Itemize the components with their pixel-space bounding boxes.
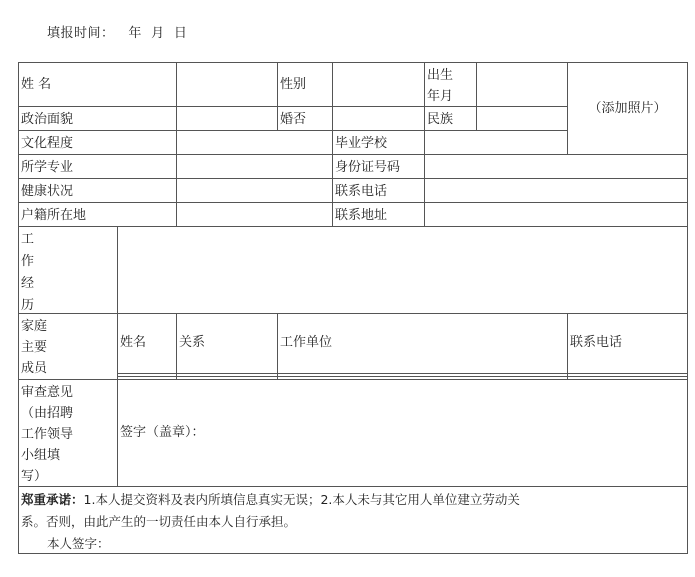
political-label: 政治面貌 [19,107,177,131]
family-col-relation: 关系 [177,314,278,380]
political-field[interactable] [177,107,278,131]
registration-form [18,62,688,554]
family-row-divider [118,376,688,377]
health-label: 健康状况 [19,179,177,203]
photo-placeholder[interactable]: （添加照片） [568,63,687,155]
pledge-line-2: 系。否则，由此产生的一切责任由本人自行承担。 [21,514,297,529]
address-label: 联系地址 [333,203,425,227]
family-label: 家庭 主要 成员 [19,314,118,380]
birth-field[interactable] [477,63,568,107]
name-label: 姓 名 [19,63,177,107]
education-field[interactable] [177,131,333,155]
family-col-workplace: 工作单位 [278,314,568,380]
major-field[interactable] [177,155,333,179]
work-history-field[interactable] [118,227,687,314]
marital-field[interactable] [333,107,425,131]
health-field[interactable] [177,179,333,203]
pledge-title: 郑重承诺： [21,492,84,507]
report-time: 填报时间： 年 月 日 [47,26,188,41]
work-history-label: 工 作 经 历 [19,227,118,314]
phone-label: 联系电话 [333,179,425,203]
gender-field[interactable] [333,63,425,107]
pledge-signature[interactable]: 本人签字： [47,536,110,551]
gender-label: 性别 [278,63,333,107]
family-col-phone: 联系电话 [570,335,623,350]
signature-seal-label: 签字（盖章）： [120,425,205,440]
pledge-section [19,487,687,553]
ethnicity-field[interactable] [477,107,568,131]
phone-field[interactable] [425,179,687,203]
education-label: 文化程度 [19,131,177,155]
name-field[interactable] [177,63,278,107]
marital-label: 婚否 [278,107,333,131]
family-row-divider [118,373,688,374]
major-label: 所学专业 [19,155,177,179]
birth-label: 出生 年月 [425,63,477,107]
review-label: 审查意见 （由招聘 工作领导 小组填 写） [19,380,118,487]
pledge-line-1: 1.本人提交资料及表内所填信息真实无误；2.本人未与其它用人单位建立劳动关 [83,492,520,507]
school-label: 毕业学校 [333,131,425,155]
address-field[interactable] [425,203,687,227]
id-number-field[interactable] [425,155,687,179]
review-field[interactable] [118,380,687,487]
family-col-name: 姓名 [118,314,177,380]
hukou-field[interactable] [177,203,333,227]
school-field[interactable] [425,131,568,155]
hukou-label: 户籍所在地 [19,203,177,227]
id-number-label: 身份证号码 [333,155,425,179]
ethnicity-label: 民族 [425,107,477,131]
